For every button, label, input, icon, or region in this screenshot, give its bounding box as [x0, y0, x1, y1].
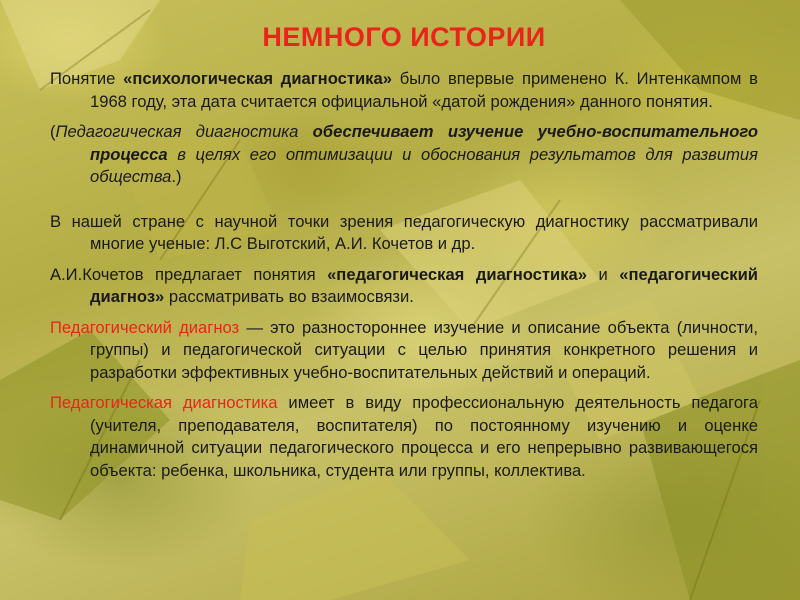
p4-text-e: рассматривать во взаимосвязи.: [164, 287, 414, 306]
p4-text-a: А.И.Кочетов предлагает понятия: [50, 264, 328, 284]
p1-text-a: Понятие: [50, 69, 124, 88]
paragraph-kochetov: [50, 264, 758, 309]
paragraph-pedagogical-diagnostics-definition: [50, 392, 758, 482]
p2-term: Педагогическая диагностика: [55, 122, 313, 141]
p2-text-d: в целях его оптимизации и обоснования результатов для развития общества: [90, 144, 758, 186]
paragraph-psychological-diagnostics: [50, 68, 758, 113]
p5-term-red: Педагогический диагноз: [50, 317, 240, 337]
p4-term-ped-diagnosis: «педагогический диагноз»: [90, 264, 758, 306]
p2-open-paren: (: [50, 122, 56, 141]
slide-title: НЕМНОГО ИСТОРИИ: [262, 22, 546, 52]
p4-text-c: и: [586, 264, 620, 284]
paragraph-scholars: В нашей стране с научной точки зрения педагогическую диагностику рассматривали многие ученые: Л.С Выготский, А.И. Кочетов и др.: [50, 211, 758, 253]
p1-term-psych-diagnostics: «психологическая диагностика»: [123, 69, 392, 88]
p4-term-ped-diagnostics: «педагогическая диагностика»: [327, 264, 587, 284]
slide-content: [50, 14, 758, 490]
paragraph-pedagogical-diagnosis-definition: [50, 317, 758, 385]
p2-emphasis: обеспечивает изучение учебно-воспитательного процесса: [90, 122, 758, 164]
p2-close-paren: .): [171, 167, 182, 186]
p5-definition: — это разностороннее изучение и описание объекта (личности, группы) и педагогической ситуации с целью принятия конкретного решения и разработки эффективных учебно-воспитательных действий и операций.: [90, 317, 758, 382]
p6-term-red: Педагогическая диагностика: [50, 393, 278, 412]
p6-definition: имеет в виду профессиональную деятельность педагога (учителя, преподавателя, воспитателя) по постоянному изучению и оценке динамичной ситуации педагогического процесса и его непрерывно развивающегося объекта: ребенка, школьника, студента или группы, коллектива.: [90, 393, 758, 480]
paragraph-pedagogical-diagnostics-italic: [50, 121, 758, 189]
p1-text-c: было впервые применено К. Интенкампом в 1968 году, эта дата считается официальной «датой рождения» данного понятия.: [90, 69, 759, 111]
